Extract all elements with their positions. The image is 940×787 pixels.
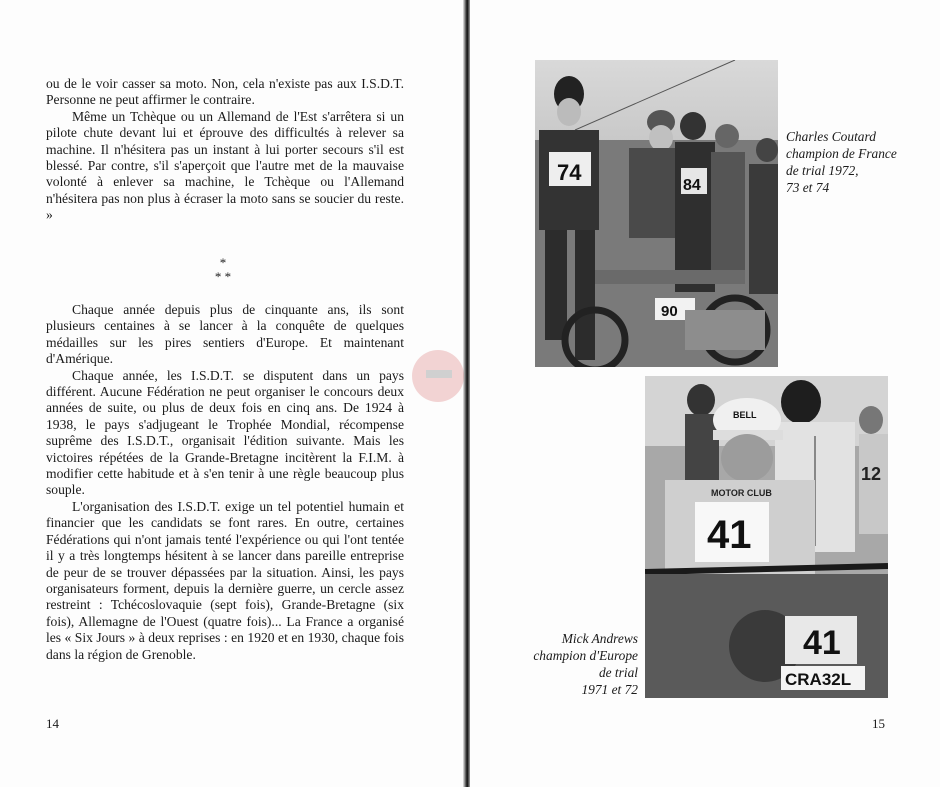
bib-41: 41 (707, 513, 752, 557)
svg-text:41: 41 (803, 624, 841, 662)
asterism-bottom: * * (214, 269, 232, 284)
caption-line: Charles Coutard (786, 129, 876, 144)
bib-84: 84 (683, 177, 701, 194)
paragraph: L'organisation des I.S.D.T. exige un tel potentiel humain et financier que les candidats se font rares. En outre, certaines Fédérations qui n'ont jamais tenté l'expérience ou qui l'ont tentée il y a très longtemps hésitent à se lancer dans pareille entreprise de peur de se trouver dépassées par la situation. Ainsi, les pays organisateurs forment, depuis la dernière guerre, un cercle assez restreint : Tchécoslovaquie (sept fois), Grande-Bretagne (six fois), Allemagne de l'Ouest (quatre fois)... La France a organisé les « Six Jours » à deux reprises : en 1920 et en 1930, chaque fois dans la région de Grenoble. (46, 498, 404, 662)
caption-line: champion d'Europe (533, 648, 638, 663)
caption-line: 73 et 74 (786, 180, 830, 195)
photo-mick-andrews (645, 376, 888, 698)
bib-90: 90 (661, 303, 678, 320)
section-break (200, 256, 246, 284)
caption-line: de trial (598, 665, 638, 680)
left-page (0, 0, 465, 787)
paragraph: Même un Tchèque ou un Allemand de l'Est s'arrêtera si un pilote chute devant lui et éprouve des difficultés à relever sa machine. Il n'hésitera pas un instant à lui porter secours s'il est blessé. Par contre, s'il s'aperçoit que l'autre met de la mauvaise volonté à enlever sa machine, le Tchèque ou l'Allemand n'hésitera pas non plus à écraser la moto sans se soucier du reste. » (46, 108, 404, 223)
left-text-bottom (46, 302, 404, 663)
caption-line: champion de France (786, 146, 897, 161)
paragraph: ou de le voir casser sa moto. Non, cela n'existe pas aux I.S.D.T. Personne ne peut affirmer le contraire. (46, 76, 404, 108)
caption-mick-andrews (480, 630, 638, 698)
photo-charles-coutard (535, 60, 778, 367)
caption-charles-coutard (786, 128, 936, 196)
caption-line: 1971 et 72 (581, 682, 638, 697)
paragraph: Chaque année, les I.S.D.T. se disputent dans un pays différent. Aucune Fédération ne peut organiser le concours deux années de suite, ou plus de deux fois en cinq ans. De 1924 à 1938, le pays s'adjugeant le Trophée Mondial, récompense suprême des I.S.D.T., organisait l'édition suivante. Mais les victoires répétées de la Grande-Bretagne incitèrent la F.I.M. à modifier cette habitude et à s'en tenir à une règle beaucoup plus souple. (46, 367, 404, 498)
paragraph: Chaque année depuis plus de cinquante ans, ils sont plusieurs centaines à se lancer à la conquête de quelques médailles sur les pires sentiers d'Europe. Et maintenant d'Amérique. (46, 302, 404, 367)
page-number-right: 15 (872, 716, 885, 731)
license-plate: CRA32L (785, 670, 852, 689)
caption-line: Mick Andrews (561, 631, 638, 646)
svg-text:12: 12 (861, 464, 882, 484)
left-text-top (46, 76, 404, 224)
caption-line: de trial 1972, (786, 163, 859, 178)
bib-74: 74 (557, 160, 582, 185)
jersey-text: MOTOR CLUB (711, 488, 772, 498)
asterism-top: * (219, 255, 227, 270)
helmet-text: BELL (733, 410, 757, 420)
page-number-left: 14 (46, 716, 59, 731)
